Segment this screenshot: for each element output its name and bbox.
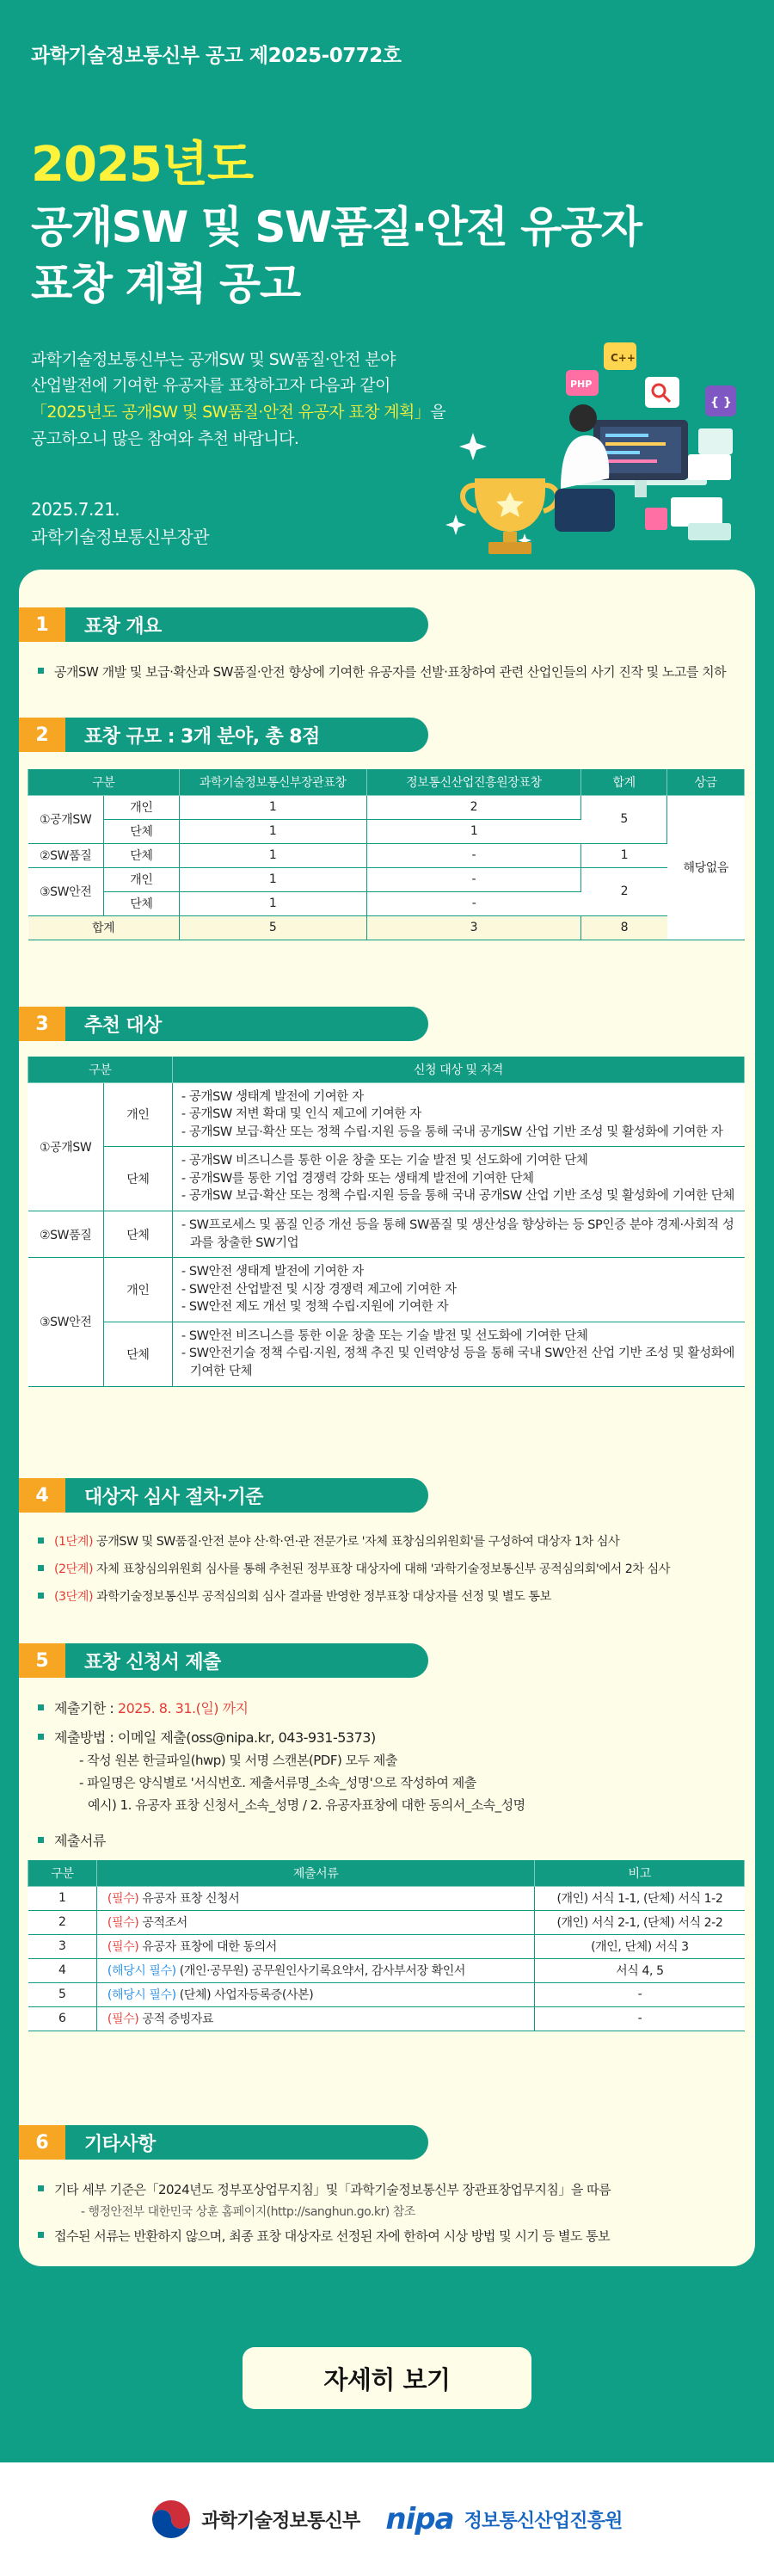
section-number: 2: [19, 718, 65, 752]
section-3-header: [19, 1007, 428, 1041]
section-5-header: [19, 1643, 428, 1678]
notice-number: 과학기술정보통신부 공고 제2025-0772호: [31, 45, 402, 67]
section-number: 1: [19, 607, 65, 642]
developer-trophy-illustration: [378, 317, 748, 566]
footer-logos: [0, 2462, 774, 2576]
table-row: 5 (해당시 필수) (단체) 사업자등록증(사본) -: [28, 1982, 745, 2006]
prize-cell: 해당없음: [667, 795, 745, 940]
section-title: 기타사항: [65, 2125, 428, 2160]
table-header-row: 구분 신청 대상 및 자격: [28, 1057, 745, 1082]
table-header-row: 구분 제출서류 비고: [28, 1860, 745, 1886]
section-title: 대상자 심사 절차·기준: [65, 1478, 428, 1513]
section-number: 4: [19, 1478, 65, 1513]
hero-desc-highlight: 「2025년도 공개SW 및 SW품질·안전 유공자 표창 계획」: [31, 403, 431, 422]
section-title: 표창 규모 : 3개 분야, 총 8점: [65, 718, 428, 752]
hero-title-line1: 공개SW 및 SW품질·안전 유공자: [31, 201, 642, 252]
open-group-criteria: - 공개SW 비즈니스를 통한 이윤 창출 또는 기술 발전 및 선도화에 기여한 단체 - 공개SW를 통한 기업 경쟁력 강화 또는 생태계 발전에 기여한 단체 - 공개SW 보급·확산 또는 정책 수립·지원 등을 통해 국내 공개SW 산업 기반 조성 및 활성화에 기여한 단체: [172, 1147, 744, 1211]
svg-text:PHP: PHP: [570, 379, 593, 390]
overview-text: 공개SW 개발 및 보급·확산과 SW품질·안전 향상에 기여한 유공자를 선발·표창하여 관련 산업인들의 사기 진작 및 노고를 치하: [38, 662, 743, 682]
section-number: 6: [19, 2125, 65, 2160]
submission-note-2: - 파일명은 양식별로 '서식번호. 제출서류명_소속_성명'으로 작성하여 제출: [79, 1775, 476, 1790]
section-title: 추천 대상: [65, 1007, 428, 1041]
section-2-header: [19, 718, 428, 752]
misc-notification: 접수된 서류는 반환하지 않으며, 최종 표창 대상자로 선정된 자에 한하여 시상 방법 및 시기 등 별도 통보: [38, 2227, 743, 2246]
taegeuk-icon: [151, 2499, 191, 2539]
nipa-logo: [385, 2502, 622, 2536]
code-cards: [566, 342, 736, 416]
review-step-2: (2단계) 자체 표창심의위원회 심사를 통해 추천된 정부표창 대상자에 대해 '과학기술정보통신부 공적심의회'에서 2차 심사: [38, 1561, 743, 1579]
announcement-card: [19, 570, 755, 2266]
section-number: 5: [19, 1643, 65, 1678]
required-documents-table: [28, 1860, 745, 2031]
misc-guideline: 기타 세부 기준은「2024년도 정부포상업무지침」및「과학기술정보통신부 장관표창업무지침」을 따름: [38, 2180, 743, 2200]
table-row: ②SW품질 단체 - SW프로세스 및 품질 인증 개선 등을 통해 SW품질 및 생산성을 향상하는 등 SP인증 분야 경제·사회적 성과를 창출한 SW기업: [28, 1211, 745, 1257]
required-documents-label: 제출서류: [38, 1831, 106, 1852]
table-row: 1 (필수) 유공자 표창 신청서 (개인) 서식 1-1, (단체) 서식 1-2: [28, 1886, 745, 1910]
table-row: ③SW안전 개인 - SW안전 생태계 발전에 기여한 자 - SW안전 산업발전 및 시장 경쟁력 제고에 기여한 자 - SW안전 제도 개선 및 정책 수립·지원에 기여한 자: [28, 1258, 745, 1322]
misc-guideline-reference: - 행정안전부 대한민국 상훈 홈페이지(http://sanghun.go.kr) 참조: [81, 2205, 415, 2219]
hero-desc-line2: 산업발전에 기여한 유공자를 표창하고자 다음과 같이: [31, 376, 390, 396]
section-4-header: [19, 1478, 428, 1513]
hero-desc-line4: 공고하오니 많은 참여와 추천 바랍니다.: [31, 428, 299, 448]
section-title: 표창 신청서 제출: [65, 1643, 428, 1678]
hero-desc-line1: 과학기술정보통신부는 공개SW 및 SW품질·안전 분야: [31, 349, 396, 369]
award-scale-table: [28, 769, 745, 940]
open-personal-criteria: - 공개SW 생태계 발전에 기여한 자 - 공개SW 저변 확대 및 인식 제고에 기여한 자 - 공개SW 보급·확산 또는 정책 수립·지원 등을 통해 국내 공개SW 산업 기반 조성 및 활성화에 기여한 자: [172, 1082, 744, 1147]
nipa-name: 정보통신산업진흥원: [464, 2510, 623, 2532]
nipa-wordmark: nipa: [385, 2502, 454, 2536]
table-row: 단체 - 공개SW 비즈니스를 통한 이윤 창출 또는 기술 발전 및 선도화에 기여한 단체 - 공개SW를 통한 기업 경쟁력 강화 또는 생태계 발전에 기여한 단체 - 공개SW 보급·확산 또는 정책 수립·지원 등을 통해 국내 공개SW 산업 기반 조성 및 활성화에 기여한 단체: [28, 1147, 745, 1211]
table-row: ②SW품질 단체 1 - 1: [28, 843, 745, 867]
table-row: ①공개SW 개인 1 2 5 해당없음: [28, 795, 745, 819]
msit-name: 과학기술정보통신부: [201, 2510, 360, 2532]
table-row: 2 (필수) 공적조서 (개인) 서식 2-1, (단체) 서식 2-2: [28, 1910, 745, 1934]
submission-deadline: 제출기한 : 2025. 8. 31.(일) 까지: [38, 1698, 249, 1719]
table-row: 3 (필수) 유공자 표창에 대한 동의서 (개인, 단체) 서식 3: [28, 1934, 745, 1958]
hero-banner: [0, 0, 774, 568]
table-row: 6 (필수) 공적 증빙자료 -: [28, 2006, 745, 2031]
submission-method: 제출방법 : 이메일 제출(oss@nipa.kr, 043-931-5373): [38, 1728, 376, 1748]
issuer: 과학기술정보통신부장관: [31, 526, 210, 547]
review-step-3: (3단계) 과학기술정보통신부 공적심의회 심사 결과를 반영한 정부표창 대상자를 선정 및 별도 통보: [38, 1588, 743, 1606]
table-row: ③SW안전 개인 1 - 2: [28, 867, 745, 891]
table-row: 4 (해당시 필수) (개인·공무원) 공무원인사기록요약서, 감사부서장 확인서 서식 4, 5: [28, 1958, 745, 1982]
bullet-square-icon: [38, 668, 44, 674]
quality-group-criteria: - SW프로세스 및 품질 인증 개선 등을 통해 SW품질 및 생산성을 향상하는 등 SP인증 분야 경제·사회적 성과를 창출한 SW기업: [172, 1211, 744, 1257]
hero-title: [31, 199, 743, 312]
table-row: 단체 - SW안전 비즈니스를 통한 이윤 창출 또는 기술 발전 및 선도화에 기여한 단체 - SW안전기술 정책 수립·지원, 정책 추진 및 인력양성 등을 통해 국내 SW안전 산업 기반 조성 및 활성화에 기여한 단체: [28, 1322, 745, 1386]
svg-text:{ }: { }: [710, 396, 732, 410]
safety-personal-criteria: - SW안전 생태계 발전에 기여한 자 - SW안전 산업발전 및 시장 경쟁력 제고에 기여한 자 - SW안전 제도 개선 및 정책 수립·지원에 기여한 자: [172, 1258, 744, 1322]
submission-note-1: - 작성 원본 한글파일(hwp) 및 서명 스캔본(PDF) 모두 제출: [79, 1753, 397, 1768]
section-1-header: [19, 607, 428, 642]
trophy-icon: [463, 478, 557, 554]
hero-desc-tail: 을: [430, 403, 445, 422]
table-row: ①공개SW 개인 - 공개SW 생태계 발전에 기여한 자 - 공개SW 저변 확대 및 인식 제고에 기여한 자 - 공개SW 보급·확산 또는 정책 수립·지원 등을 통해 국내 공개SW 산업 기반 조성 및 활성화에 기여한 자: [28, 1082, 745, 1147]
announcement-date: 2025.7.21.: [31, 498, 120, 520]
nominee-target-table: [28, 1057, 745, 1387]
view-details-button[interactable]: 자세히 보기: [243, 2347, 531, 2409]
table-header-row: 구분 과학기술정보통신부장관표창 정보통신산업진흥원장표창 합계 상금: [28, 769, 745, 795]
table-row: 단체 1 1: [28, 819, 745, 843]
section-title: 표창 개요: [65, 607, 428, 642]
hero-year: 2025년도: [31, 137, 254, 193]
svg-text:C++: C++: [611, 352, 636, 364]
section-6-header: [19, 2125, 428, 2160]
submission-note-example: 예시) 1. 유공자 표창 신청서_소속_성명 / 2. 유공자표창에 대한 동의서_소속_성명: [88, 1797, 525, 1813]
review-step-1: (1단계) 공개SW 및 SW품질·안전 분야 산·학·연·관 전문가로 '자체 표창심의위원회'를 구성하여 대상자 1차 심사: [38, 1533, 743, 1551]
safety-group-criteria: - SW안전 비즈니스를 통한 이윤 창출 또는 기술 발전 및 선도화에 기여한 단체 - SW안전기술 정책 수립·지원, 정책 추진 및 인력양성 등을 통해 국내 SW안전 산업 기반 조성 및 활성화에 기여한 단체: [172, 1322, 744, 1386]
msit-logo: [151, 2499, 359, 2539]
table-total-row: 합계 5 3 8: [28, 915, 745, 940]
table-row: 단체 1 -: [28, 891, 745, 915]
hero-title-line2: 표창 계획 공고: [31, 258, 300, 309]
person-head: [569, 404, 597, 432]
section-number: 3: [19, 1007, 65, 1041]
